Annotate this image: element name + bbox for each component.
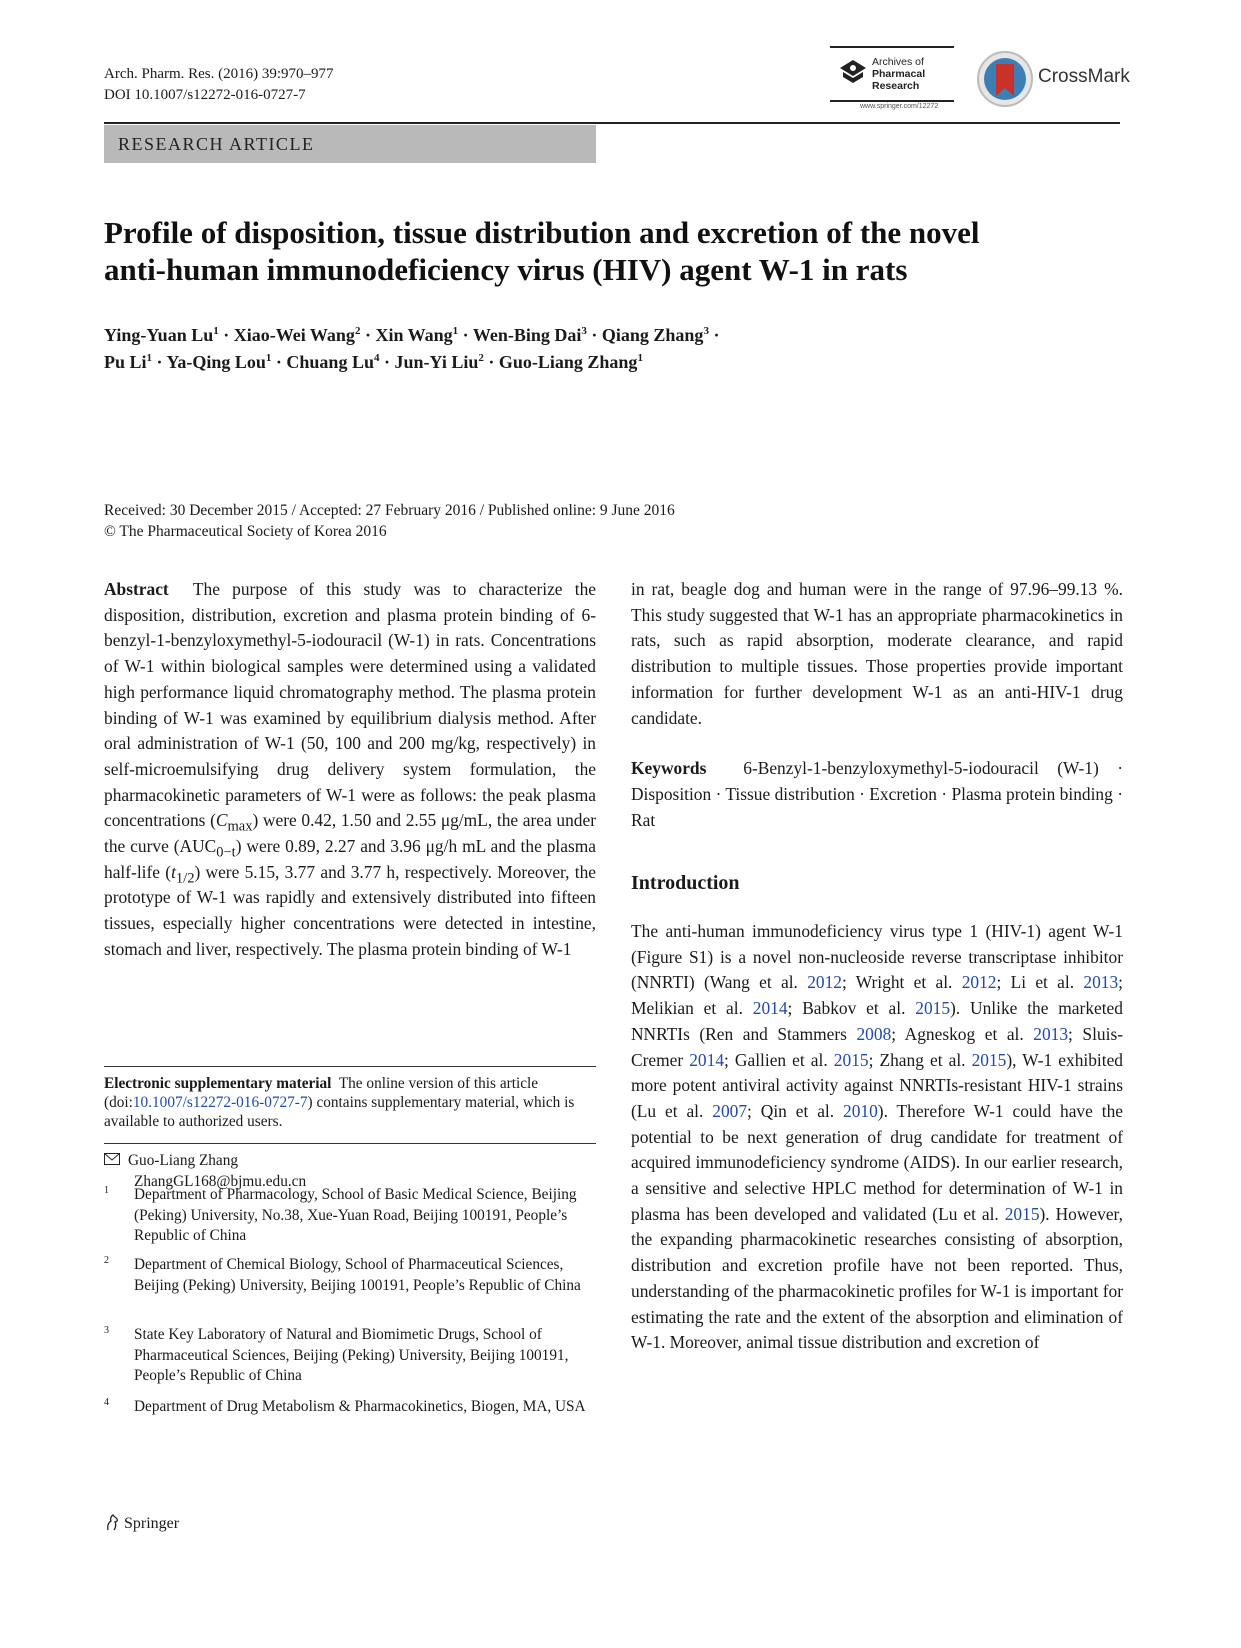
journal-logo-text: Archives of Pharmacal Research — [872, 56, 926, 92]
corresponding-name: Guo-Liang Zhang — [128, 1152, 239, 1169]
springer-horse-icon — [104, 1513, 120, 1531]
journal-citation: Arch. Pharm. Res. (2016) 39:970–977 — [104, 66, 334, 82]
affiliation-4: 4 Department of Drug Metabolism & Pharmacokinetics, Biogen, MA, USA — [104, 1397, 586, 1415]
article-title: Profile of disposition, tissue distribution and excretion of the novel anti-human immunodeficiency virus (HIV) agent W-1 in rats — [104, 215, 980, 287]
publisher-footer — [104, 1513, 179, 1533]
crossmark-icon — [976, 50, 1034, 108]
author[interactable]: Ya-Qing Lou$^1$ — [166, 352, 272, 372]
journal-emblem-icon — [838, 58, 868, 86]
keywords: Keywords 6-Benzyl-1-benzyloxymethyl-5-iodouracil (W-1) · Disposition · Tissue distribution · Excretion · Plasma protein binding · Rat — [631, 758, 1123, 830]
envelope-icon — [104, 1153, 120, 1165]
header-rule — [104, 122, 1120, 124]
publication-dates — [104, 500, 675, 542]
author[interactable]: Pu Li$^1$ — [104, 352, 153, 372]
citation-link[interactable]: 2014 — [752, 998, 788, 1019]
citation-link[interactable]: 2008 — [856, 1023, 892, 1044]
article-type-banner — [104, 125, 596, 163]
affiliation-1: 1 Department of Pharmacology, School of Basic Medical Science, Beijing (Peking) University, No.38, Xue-Yuan Road, Beijing 100191, People’s Republic of China — [104, 1185, 577, 1244]
introduction-heading: Introduction — [631, 872, 740, 895]
citation-link[interactable]: 2015 — [833, 1049, 869, 1070]
affiliation-2: 2 Department of Chemical Biology, School of Pharmaceutical Sciences, Beijing (Peking) University, Beijing 100191, People’s Republic of China — [104, 1255, 581, 1294]
citation-link[interactable]: 2010 — [843, 1100, 878, 1121]
right-column — [631, 577, 1123, 1356]
electronic-supplementary-material: Electronic supplementary material The online version of this article (doi:10.1007/s12272-016-0727-7) contains supplementary material, which is available to authorized users. — [104, 1075, 575, 1130]
date-line: Received: 30 December 2015 / Accepted: 27 February 2016 / Published online: 9 June 2016 — [104, 502, 675, 519]
doi: DOI 10.1007/s12272-016-0727-7 — [104, 87, 306, 103]
citation-link[interactable]: 2007 — [712, 1100, 748, 1121]
citation-link[interactable]: 2012 — [807, 972, 842, 993]
copyright: © The Pharmaceutical Society of Korea 2016 — [104, 523, 387, 540]
author[interactable]: Ying-Yuan Lu$^1$ — [104, 325, 219, 345]
journal-meta — [104, 64, 334, 106]
abstract-label: Abstract — [104, 579, 169, 599]
citation-link[interactable]: 2015 — [915, 998, 951, 1019]
citation-link[interactable]: 2013 — [1083, 972, 1119, 993]
journal-url[interactable]: www.springer.com/12272 — [860, 103, 939, 110]
citation-link[interactable]: 2015 — [1004, 1203, 1040, 1224]
citation-link[interactable]: 2013 — [1033, 1023, 1069, 1044]
author[interactable]: Wen-Bing Dai$^3$ — [472, 325, 587, 345]
author[interactable]: Xin Wang$^1$ — [375, 325, 459, 345]
citation-link[interactable]: 2015 — [971, 1049, 1007, 1070]
author[interactable]: Qiang Zhang$^3$ — [601, 325, 709, 345]
citation-link[interactable]: 2012 — [961, 972, 997, 993]
author[interactable]: Jun-Yi Liu$^2$ — [394, 352, 484, 372]
author[interactable]: Chuang Lu$^4$ — [286, 352, 380, 372]
introduction-text: The anti-human immunodeficiency virus type 1 (HIV-1) agent W-1 (Figure S1) is a novel non-nucleoside reverse transcriptase inhibitor (NNRTI) (Wang et al. 2012; Wright et al. 2012; Li et al. 2013; Melikian et al. 2014; Babkov et al. 2015). Unlike the marketed NNRTIs (Ren and Stammers 2008; Agneskog et al. 2013; Sluis-Cremer 2014; Gallien et al. 2015; Zhang et al. 2015), W-1 exhibited more potent antiviral activity against NNRTIs-resistant HIV-1 strains (Lu et al. 2007; Qin et al. 2010). Therefore W-1 could have the potential to be next generation of drug candidate for treatment of acquired immunodeficiency syndrome (AIDS). In our earlier research, a sensitive and selective HPLC method for determination of W-1 in plasma has been developed and validated (Lu et al. 2015). However, the expanding pharmacokinetic researches consisting of absorption, distribution and excretion profile have not been reported. Thus, understanding of the pharmacokinetic profiles for W-1 is important for estimating the rate and the extent of the absorption and elimination of W-1. Moreover, animal tissue distribution and excretion of — [631, 921, 1124, 1353]
journal-logo[interactable] — [830, 46, 954, 114]
abstract: Abstract The purpose of this study was to characterize the disposition, distribution, excretion and plasma protein binding of 6-benzyl-1-benzyloxymethyl-5-iodouracil (W-1) in rats. Concentrations of W-1 within biological samples were determined using a validated high performance liquid chromatography method. The plasma protein binding of W-1 was examined by equilibrium dialysis method. After oral administration of W-1 (50, 100 and 200 mg/kg, respectively) in self-microemulsifying drug delivery system formulation, the pharmacokinetic parameters of W-1 were as follows: the peak plasma concentrations $(C_{max})$ were 0.42, 1.50 and 2.55 μg/mL, the area under the curve $(AUC_{0-t})$ were 0.89, 2.27 and 3.96 μg/h mL and the plasma half-life $(t_{1/2})$ were 5.15, 3.77 and 3.77 h, respectively. Moreover, the prototype of W-1 was rapidly and extensively distributed into fifteen tissues, especially higher concentrations were detected in intestine, stomach and liver, respectively. The plasma protein binding of W-1 — [104, 579, 596, 959]
citation-link[interactable]: 2014 — [689, 1049, 725, 1070]
publisher-name: Springer — [124, 1515, 180, 1532]
affiliation-3: 3 State Key Laboratory of Natural and Biomimetic Drugs, School of Pharmaceutical Sciences, Beijing (Peking) University, Beijing 100191, People’s Republic of China — [104, 1325, 569, 1384]
author[interactable]: Xiao-Wei Wang$^2$ — [233, 325, 361, 345]
crossmark-label: CrossMark — [1038, 66, 1130, 87]
author[interactable]: Guo-Liang Zhang$^1$ — [498, 352, 643, 372]
author-list: Ying-Yuan $Lu^1$ · Xiao-Wei Wang$^2$ · Xin Wang$^1$ · Wen-Bing Dai$^3$ · Qiang Zhang$^3$ · Pu $Li^1$ · Ya-Qing Lou$^1$ · Chuang $Lu^4 \cdot Jun-Yi$ Liu$^2$ · Guo-Liang Zhang$^1$ — [104, 325, 720, 372]
corresponding-email[interactable]: ZhangGL168@bjmu.edu.cn — [134, 1173, 307, 1190]
esm-doi-link[interactable]: 10.1007/s12272-016-0727-7 — [132, 1094, 308, 1111]
abstract-continued: in rat, beagle dog and human were in the range of 97.96–99.13 %. This study suggested that W-1 has an appropriate pharmacokinetics in rats, such as rapid absorption, moderate clearance, and rapid distribution to multiple tissues. Those properties provide important information for further development W-1 as an anti-HIV-1 drug candidate. — [631, 579, 1123, 728]
article-type: RESEARCH ARTICLE — [118, 134, 315, 154]
affiliation-rule — [104, 1143, 596, 1144]
esm-rule — [104, 1066, 596, 1067]
crossmark-badge[interactable] — [976, 50, 1130, 108]
